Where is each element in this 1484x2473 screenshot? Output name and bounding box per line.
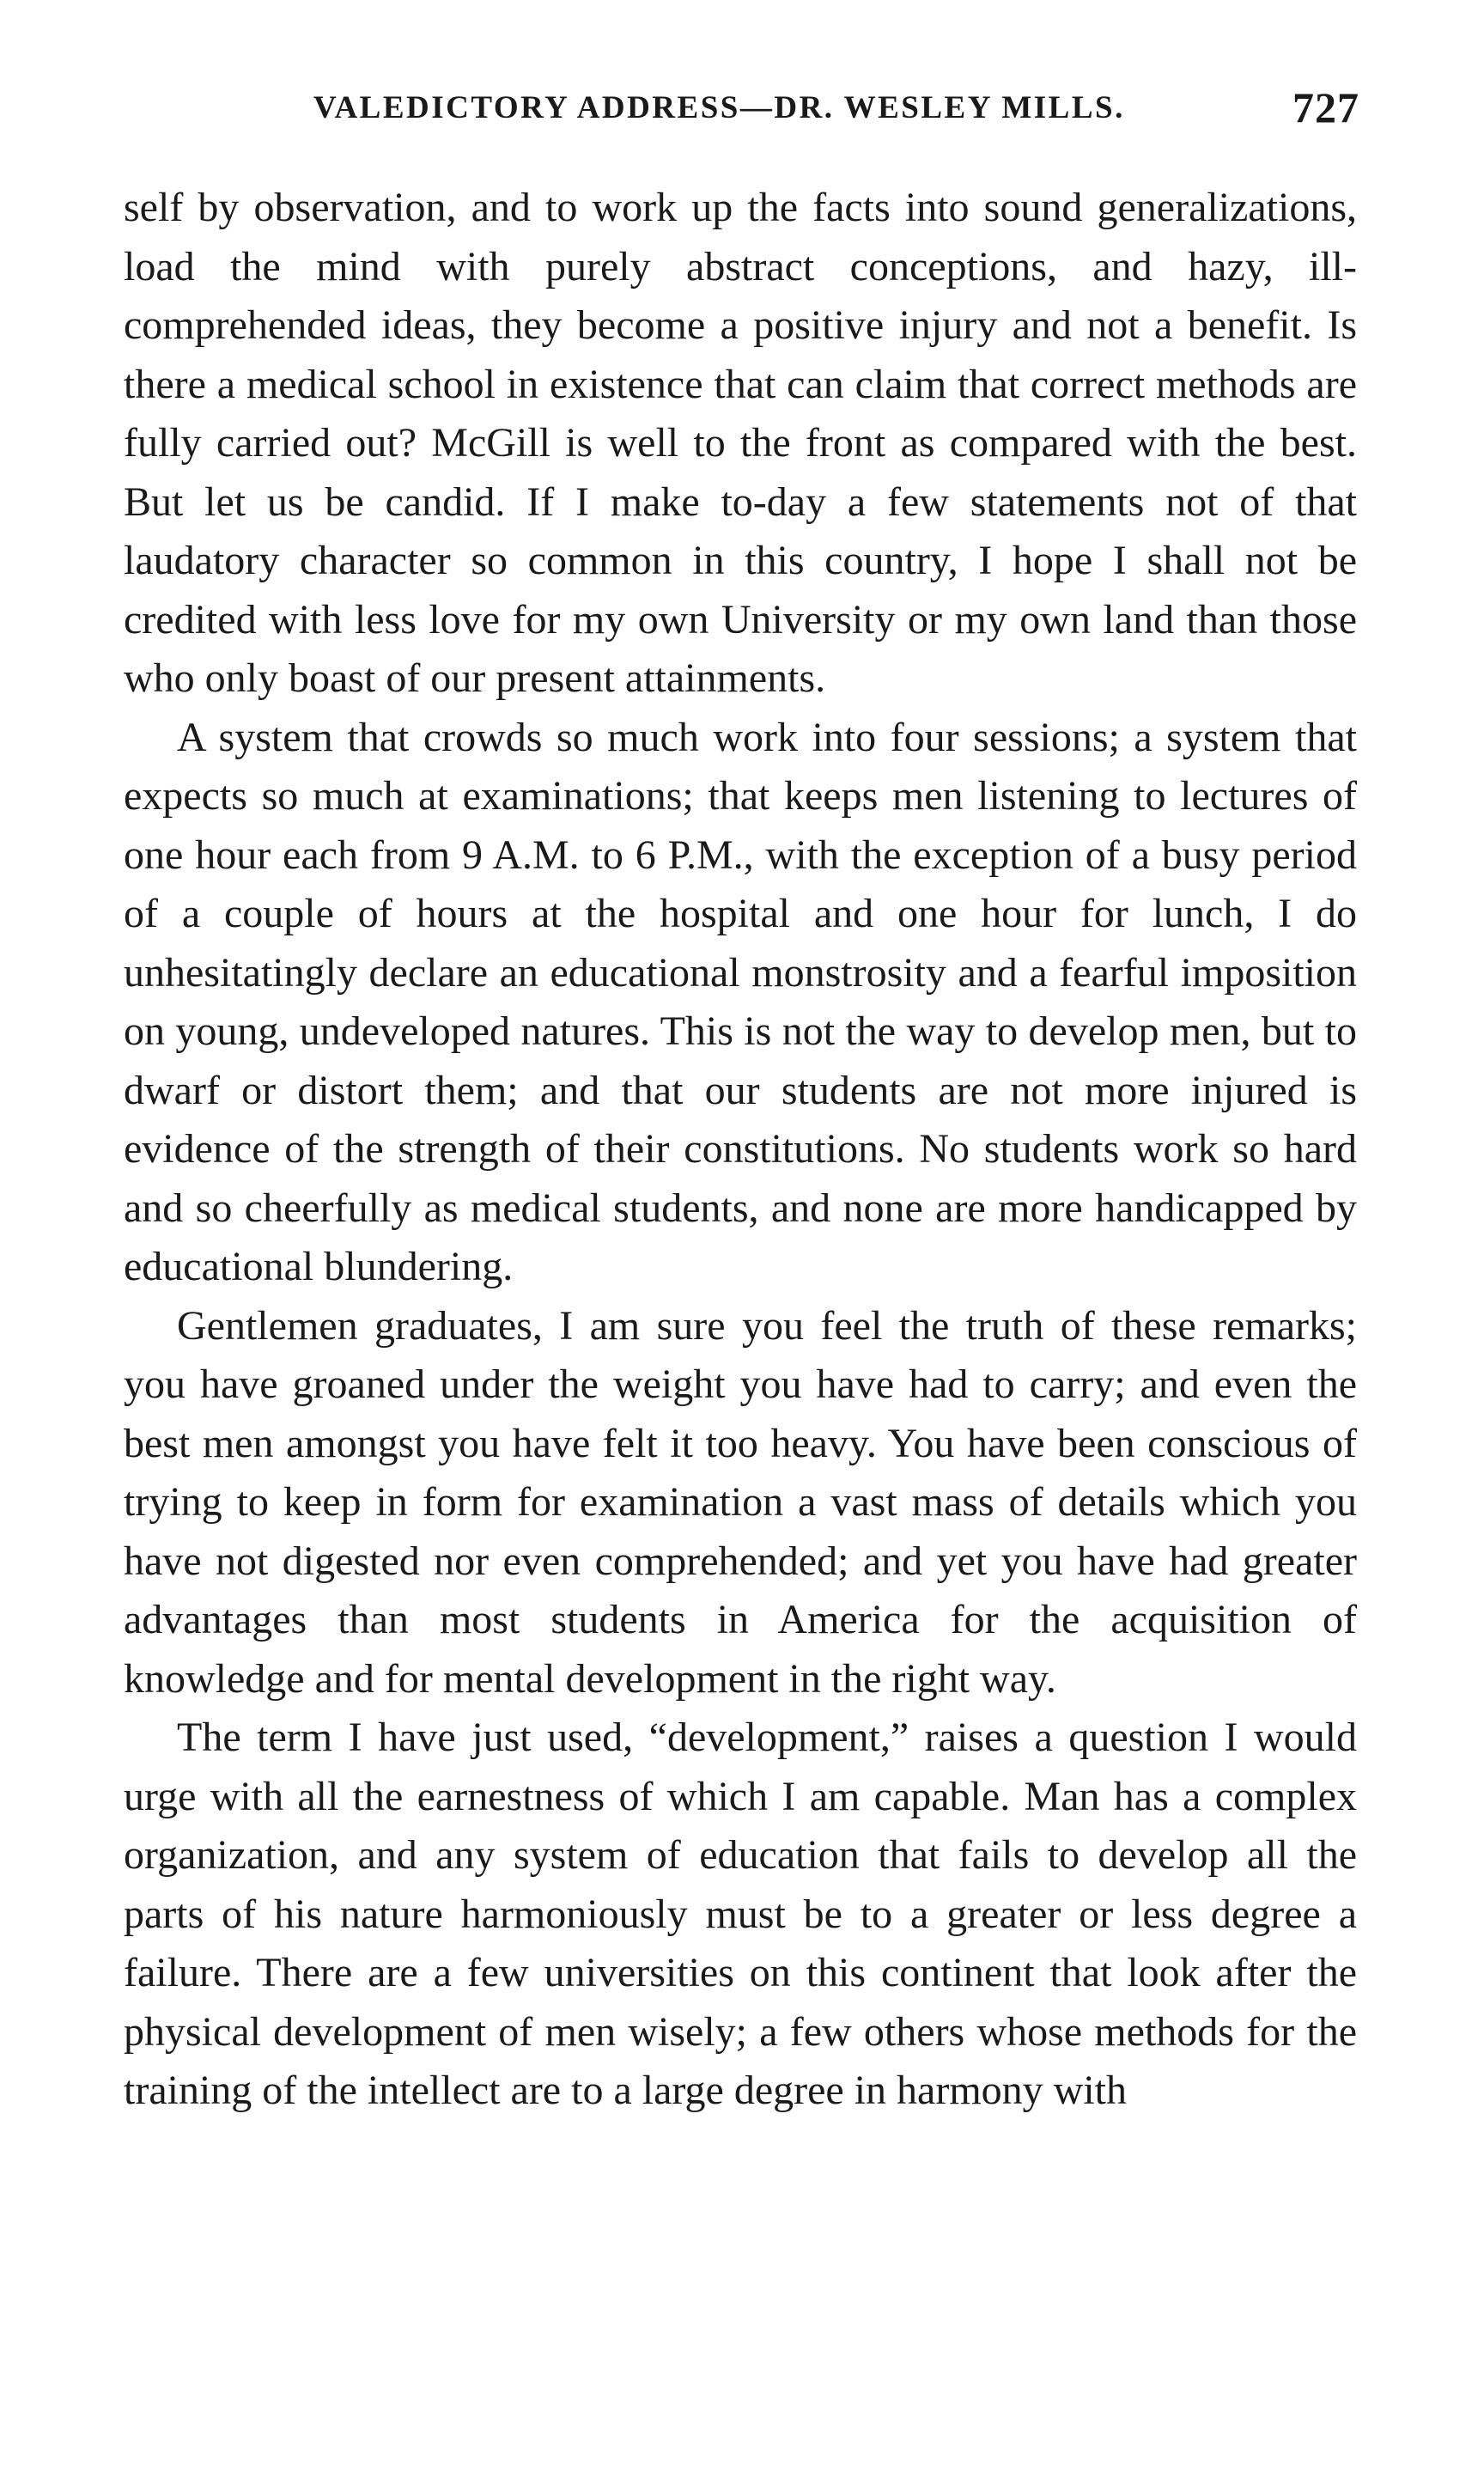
paragraph-system-critique: A system that crowds so much work into four sessions; a system that expects so much at examinations; that keeps men listening to lectures of one hour each from 9 A.M. to 6 P.M., with the exception of a busy period of a couple of hours at the hospital and one hour for lunch, I do unhesitatingly declare an educational monstrosity and a fearful imposition on young, undeveloped natures. This is not the way to develop men, but to dwarf or distort them; and that our students are not more injured is evidence of the strength of their constitutions. No students work so hard and so cheerfully as medical students, and none are more handicapped by educational blundering. <box>124 714 1357 1289</box>
running-head-title: VALEDICTORY ADDRESS—DR. WESLEY MILLS. <box>313 90 1125 125</box>
paragraph-graduates-address: Gentlemen graduates, I am sure you feel the truth of these remarks; you have groaned under the weight you have had to carry; and even the best men amongst you have felt it too heavy. You have been conscious of trying to keep in form for examination a vast mass of details which you have not digested nor even comprehended; and yet you have had greater advantages than most students in America for the acquisition of knowledge and for mental development in the right way. <box>124 1302 1357 1702</box>
body-text <box>124 179 1357 2121</box>
running-head <box>313 83 1359 141</box>
page-number: 727 <box>1292 83 1359 131</box>
paragraph-development: The term I have just used, “development,” raises a question I would urge with all the earnestness of which I am capable. Man has a complex organization, and any system of education that fails to develop all the parts of his nature harmoniously must be to a greater or less degree a failure. There are a few universities on this continent that look after the physical development of men wisely; a few others whose methods for the training of the intellect are to a large degree in harmony with <box>124 1715 1357 2113</box>
paragraph-continued: self by observation, and to work up the facts into sound generalizations, load the mind with purely abstract conceptions, and hazy, ill-comprehended ideas, they become a positive injury and not a benefit. Is there a medical school in existence that can claim that correct methods are fully carried out? McGill is well to the front as compared with the best. But let us be candid. If I make to-day a few statements not of that laudatory character so common in this country, I hope I shall not be credited with less love for my own University or my own land than those who only boast of our present attainments. <box>124 185 1357 701</box>
